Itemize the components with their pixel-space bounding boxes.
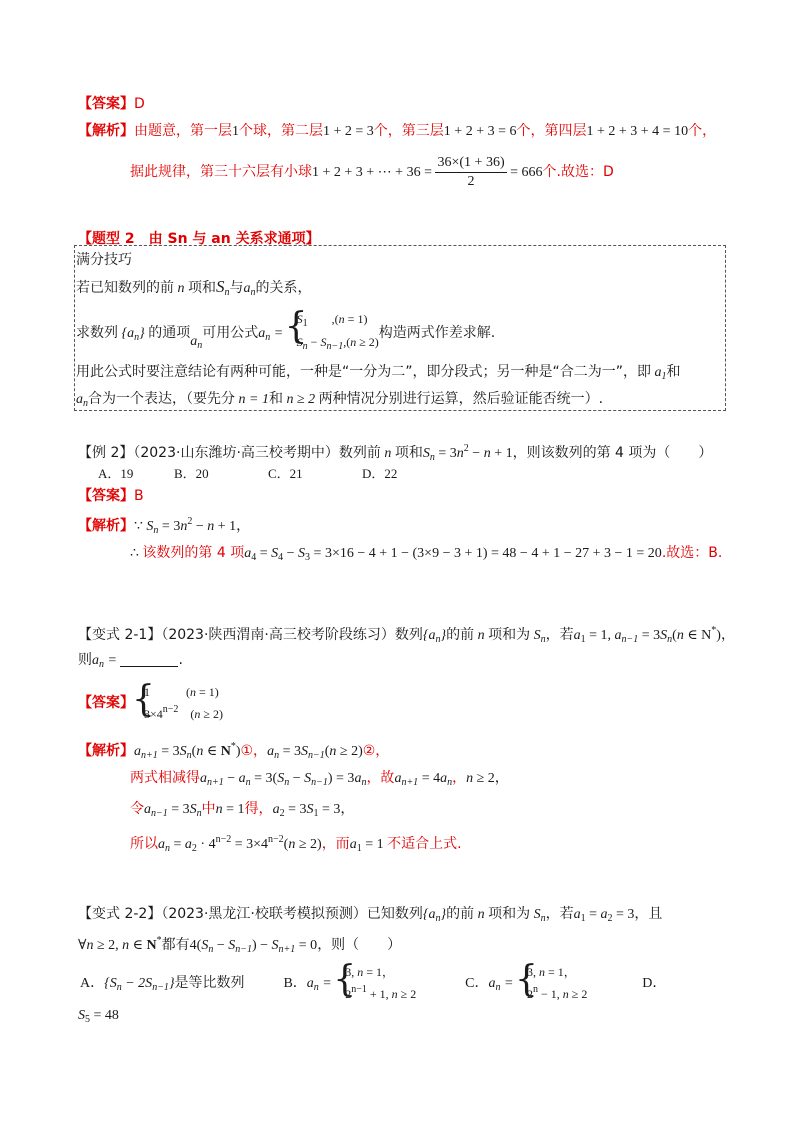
ex1-analysis-line-2: 据此规律，第三十六层有小球1 + 2 + 3 + ⋯ + 36 = $\frac{36\times(1 + 36)}{2}$ = 666个.故选：D (130, 154, 614, 189)
tip-line-1: 若已知数列的前 n 项和$S_n$与$a_n$的关系， (76, 277, 312, 298)
var22-question: 【变式 2-2】（2023·黑龙江·校联考模拟预测）已知数列$\{a_n\}$的前 n 项和为 $S_n$，若$a_1 = a_2 = 3$，且 (78, 906, 663, 924)
var22-question-line-2: ∀n ≥ 2, n ∈ N*都有$4(S_n - S_{n-1}) - S_{n+1} = 0$，则（ ） (78, 935, 402, 955)
option-d-content: $S_5 = 48$ (78, 1008, 119, 1025)
ex2-analysis-line-2: ∴ 该数列的第 4 项$a_4 = S_4 - S_3 = 3\times 16 - 4 + 1 - (3\times 9 - 3 + 1) = 48 - 4 + 1 - 27 + 3 - 1 = 20$.故选：B. (130, 545, 723, 563)
option-b: B．20 (174, 466, 209, 481)
answer-blank (120, 652, 178, 667)
option-a: A．19 (98, 466, 134, 481)
answer-value: D (134, 96, 145, 112)
fraction: $\frac{36\times(1 + 36)}{2}$ (437, 154, 505, 189)
var21-analysis-line-1: 【解析】$a_{n+1} = 3S_n(n$ ∈ N*)①，$a_n = 3S_{n-1}(n$ ≥ 2)②， (78, 741, 390, 761)
topic-title: 【题型 2 由 Sn 与 an 关系求通项】 (78, 231, 320, 247)
tip-line-4: $a_n$合为一个表达，（要先分 n = 1和 n ≥ 2 两种情况分别进行运算，然后验证能否统一）. (76, 391, 604, 409)
var21-question-line-2: 则$a_n$ = . (78, 652, 183, 670)
tip-line-2: 求数列 $\{a_n\}$ 的通项$a_n$可用公式$a_n$ = { $S_1$ ,(n = 1) $S_n - S_{n-1},(n \ge 2)$ 构造两式作差求解. (76, 310, 495, 369)
piecewise-answer: { 1 (n = 1) $3\times 4^{n-2}$ (n ≥ 2) (134, 683, 223, 723)
var21-analysis-line-3: 令$a_{n-1} = 3S_n$中n = 1得，$a_2 = 3S_1 = 3$， (130, 801, 355, 819)
ex1-analysis-line-1: 【解析】由题意，第一层1个球，第二层1 + 2 = 3个，第三层1 + 2 + 3 = 6个，第四层1 + 2 + 3 + 4 = 10个， (78, 123, 717, 139)
ex2-analysis-line-1: 【解析】∵ $S_n = 3n^2 - n + 1$， (78, 516, 251, 536)
option-d: D．22 (362, 466, 398, 481)
ex1-answer-line (78, 94, 145, 114)
option-a: A．$\{S_n - 2S_{n-1}\}$是等比数列 (80, 975, 245, 993)
var21-question: 【变式 2-1】（2023·陕西渭南·高三校考阶段练习）数列$\{a_n\}$的前 n 项和为 $S_n$，若$a_1 = 1$, $a_{n-1} = 3S_n(n$ ∈ N*)， (78, 625, 735, 645)
tip-line-3: 用此公式时要注意结论有两种可能，一种是“一分为二”，即分段式；另一种是“合二为一”，即 $a_1$和 (76, 364, 681, 382)
var21-answer-line: 【答案】 { 1 (n = 1) $3\times 4^{n-2}$ (n ≥ 2) (78, 680, 223, 726)
option-d: D． (642, 976, 667, 991)
option-c: C．21 (268, 466, 303, 481)
ex2-answer-line: 【答案】B (78, 488, 144, 504)
var21-analysis-line-2: 两式相减得$a_{n+1} - a_n = 3(S_n - S_{n-1}) = 3a_n$，故$a_{n+1} = 4a_n$，n ≥ 2， (130, 770, 509, 788)
ex2-question: 【例 2】（2023·山东潍坊·高三校考期中）数列前 n 项和$S_n = 3n^2 - n + 1$，则该数列的第 4 项为（ ） (78, 443, 713, 463)
var22-options (80, 960, 666, 1011)
piecewise-formula: { $S_1$ ,(n = 1) $S_n - S_{n-1},(n \ge 2)$ (287, 310, 379, 356)
option-b: B．$a_n$ = { 3, n = 1， $2^{n-1} + 1$, n ≥ 2 (283, 975, 416, 991)
var21-analysis-line-4: 所以$a_n = a_2 \cdot 4^{n-2} = 3\times 4^{n-2}(n \ge 2)$，而$a_1 = 1$ 不适合上式. (130, 834, 462, 854)
analysis-label: 【解析】 (78, 123, 134, 139)
answer-label: 【答案】 (78, 96, 134, 112)
tip-heading: 满分技巧 (76, 252, 132, 268)
option-c: C．$a_n$ = { 3, n = 1， $2^n - 1$, n ≥ 2 (465, 975, 587, 991)
